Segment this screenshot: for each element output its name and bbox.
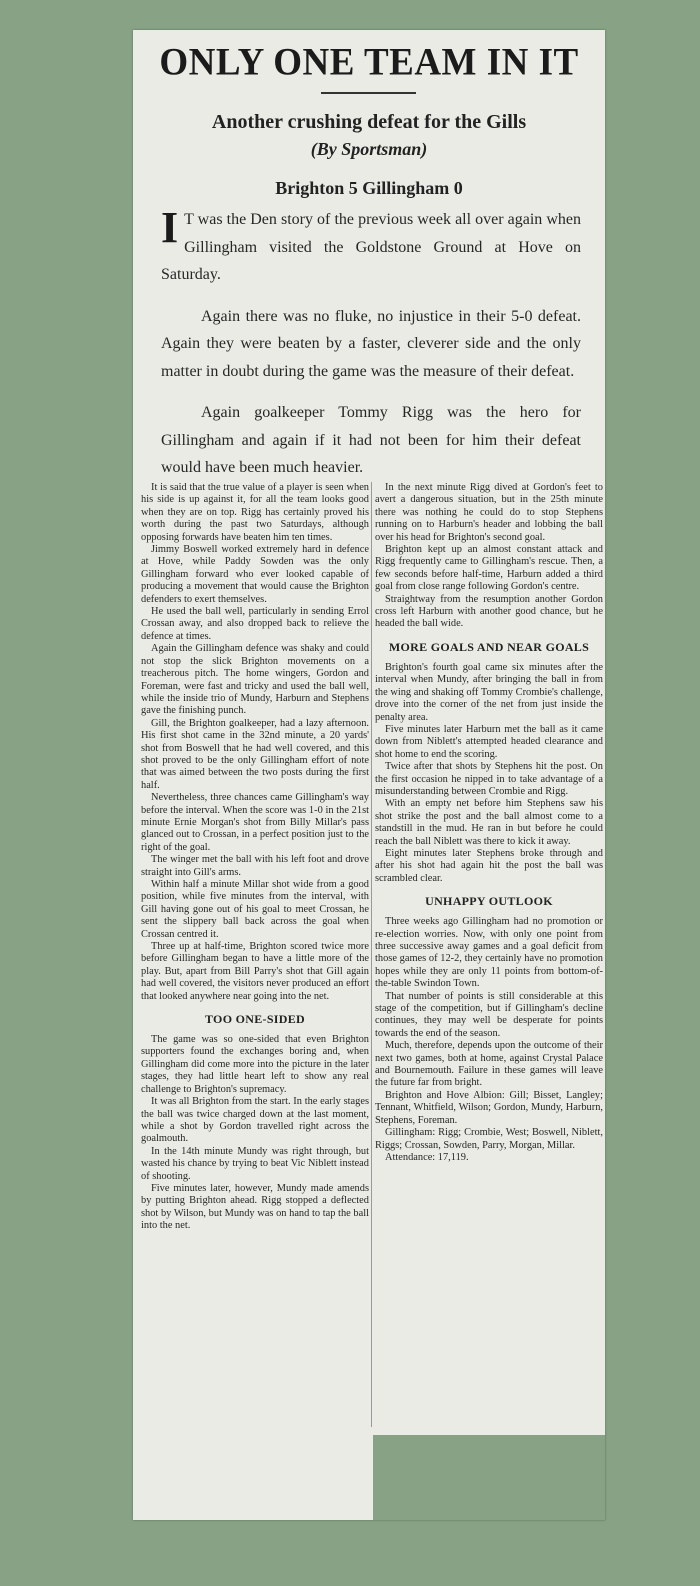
lineup-gillingham: Gillingham: Rigg; Crombie, West; Boswell, Niblett, Riggs; Crossan, Sowden, Parry, Morgan, Millar. [375, 1127, 603, 1151]
column-divider [371, 482, 372, 1427]
body-paragraph: He used the ball well, particularly in sending Errol Crossan away, and also dropped back to relieve the defence at times. [141, 606, 369, 642]
body-paragraph: That number of points is still considerable at this stage of the competition, but if Gillingham's decline continues, they may well be desperate for points towards the end of the season. [375, 990, 603, 1039]
clipping-cut-corner [373, 1435, 605, 1520]
body-paragraph: The game was so one-sided that even Brighton supporters found the exchanges boring and, when Gillingham did come more into the picture in the later stages, they had little heart left to show any real challenge to Brighton's supremacy. [141, 1034, 369, 1095]
section-heading-unhappy-outlook: UNHAPPY OUTLOOK [425, 894, 553, 909]
body-paragraph: Three up at half-time, Brighton scored twice more before Gillingham began to have a little more of the play. But, apart from Bill Parry's shot that Gill again had well covered, the visitors never produced an effort that looked anywhere near going into the net. [141, 941, 369, 1002]
body-paragraph: Five minutes later, however, Mundy made amends by putting Brighton ahead. Rigg stopped a deflected shot by Wilson, but Mundy was on hand to tap the ball into the net. [141, 1182, 369, 1232]
body-paragraph: The winger met the ball with his left foot and drove straight into Gill's arms. [141, 854, 369, 878]
body-paragraph: Brighton kept up an almost constant attack and Rigg frequently came to Gillingham's rescue. Then, a few seconds before half-time, Harburn added a third goal from close range following Gordon's centre. [375, 544, 603, 593]
score-line: Brighton 5 Gillingham 0 [275, 178, 463, 198]
body-paragraph: Eight minutes later Stephens broke through and after his shot had again hit the post the ball was scrambled clear. [375, 847, 603, 884]
intro-paragraph-3: Again goalkeeper Tommy Rigg was the hero for Gillingham and again if it had not been for him their defeat would have been much heavier. [161, 404, 581, 476]
headline-rule [321, 92, 416, 94]
body-paragraph: Straightway from the resumption another Gordon cross left Harburn with another good chance, but he headed the ball wide. [375, 593, 603, 630]
body-paragraph: Nevertheless, three chances came Gillingham's way before the interval. When the score was 1-0 in the 21st minute Ernie Morgan's shot from Billy Millar's pass glanced out to Crossan, in a perfect position just to the right of the goal. [141, 792, 369, 853]
right-column [375, 482, 603, 1164]
body-paragraph: Again the Gillingham defence was shaky and could not stop the slick Brighton movements on a treacherous pitch. The home wingers, Gordon and Foreman, were fast and tricky and used the ball well, while the inside trio of Mundy, Harburn and Stephens gave the finishing punch. [141, 643, 369, 717]
body-paragraph: With an empty net before him Stephens saw his shot strike the post and the ball almost come to a standstill in the mud. He ran in but before he could reach the ball Niblett was there to kick it away. [375, 798, 603, 847]
intro-paragraph-1: I T was the Den story of the previous week all over again when Gillingham visited the Goldstone Ground at Hove on Saturday. [161, 203, 581, 283]
intro-paragraph-2: Again there was no fluke, no injustice in their 5-0 defeat. Again they were beaten by a faster, cleverer side and the only matter in doubt during the game was the measure of their defeat. [161, 307, 581, 380]
body-paragraph: Brighton's fourth goal came six minutes after the interval when Mundy, after bringing the ball in from the wing and shaking off Tommy Crombie's challenge, drove into the corner of the net from just inside the penalty area. [375, 661, 603, 723]
section-heading-too-one-sided: TOO ONE-SIDED [204, 1012, 306, 1027]
body-paragraph: Five minutes later Harburn met the ball as it came down from Niblett's attempted headed clearance and shot home to end the scoring. [375, 723, 603, 760]
body-paragraph: Three weeks ago Gillingham had no promotion or re-election worries. Now, with only one point from three successive away games and a goal deficit from those games of 12-2, they certainly have no promotion hopes while they are only 11 points from bottom-of-the-table Swindon Town. [375, 916, 603, 990]
body-paragraph: Jimmy Boswell worked extremely hard in defence at Hove, while Paddy Sowden was the only Gillingham forward who ever looked capable of producing a movement that would cause the Brighton defenders to exert themselves. [141, 544, 369, 605]
body-paragraph: Gill, the Brighton goalkeeper, had a lazy afternoon. His first shot came in the 32nd minute, a 20 yards' shot from Boswell that he had well covered, and this shot proved to be the only Gillingham effort of note that was aimed between the two posts during the first half. [141, 717, 369, 791]
subheadline: Another crushing defeat for the Gills [211, 111, 527, 133]
drop-cap: I [161, 203, 179, 252]
headline: ONLY ONE TEAM IN IT [159, 40, 579, 84]
lineup-brighton: Brighton and Hove Albion: Gill; Bisset, Langley; Tennant, Whitfield, Wilson; Gordon, Mundy, Harburn, Stephens, Foreman. [375, 1089, 603, 1126]
body-paragraph: In the 14th minute Mundy was right through, but wasted his chance by trying to beat Vic Niblett instead of shooting. [141, 1145, 369, 1182]
intro-text [161, 203, 581, 496]
body-paragraph: In the next minute Rigg dived at Gordon's feet to avert a dangerous situation, but in the 25th minute there was nothing he could do to stop Stephens running on to Harburn's header and lobbing the ball over his head for Brighton's second goal. [375, 482, 603, 543]
body-paragraph: It is said that the true value of a player is seen when his side is up against it, for all the team looks good when they are on top. Rigg has certainly proved his worth during the past two Saturdays, although opposing forwards have beaten him ten times. [141, 482, 369, 543]
body-paragraph: Twice after that shots by Stephens hit the post. On the first occasion he nipped in to take advantage of a misunderstanding between Crombie and Rigg. [375, 761, 603, 797]
byline: (By Sportsman) [310, 139, 428, 159]
attendance: Attendance: 17,119. [385, 1151, 469, 1163]
body-paragraph: Within half a minute Millar shot wide from a good position, while five minutes from the interval, with Gill having gone out of his goal to meet Crossan, he sent the slippery ball back across the goal when Crossan centred it. [141, 879, 369, 940]
body-paragraph: It was all Brighton from the start. In the early stages the ball was twice charged down at the last moment, while a shot by Gordon travelled right across the goalmouth. [141, 1096, 369, 1145]
newspaper-clipping [133, 30, 605, 1520]
body-paragraph: Much, therefore, depends upon the outcome of their next two games, both at home, against Crystal Palace and Bournemouth. Failure in these games will leave the future far from bright. [375, 1040, 603, 1089]
left-column [141, 482, 369, 1233]
section-heading-more-goals: MORE GOALS AND NEAR GOALS [388, 639, 590, 654]
